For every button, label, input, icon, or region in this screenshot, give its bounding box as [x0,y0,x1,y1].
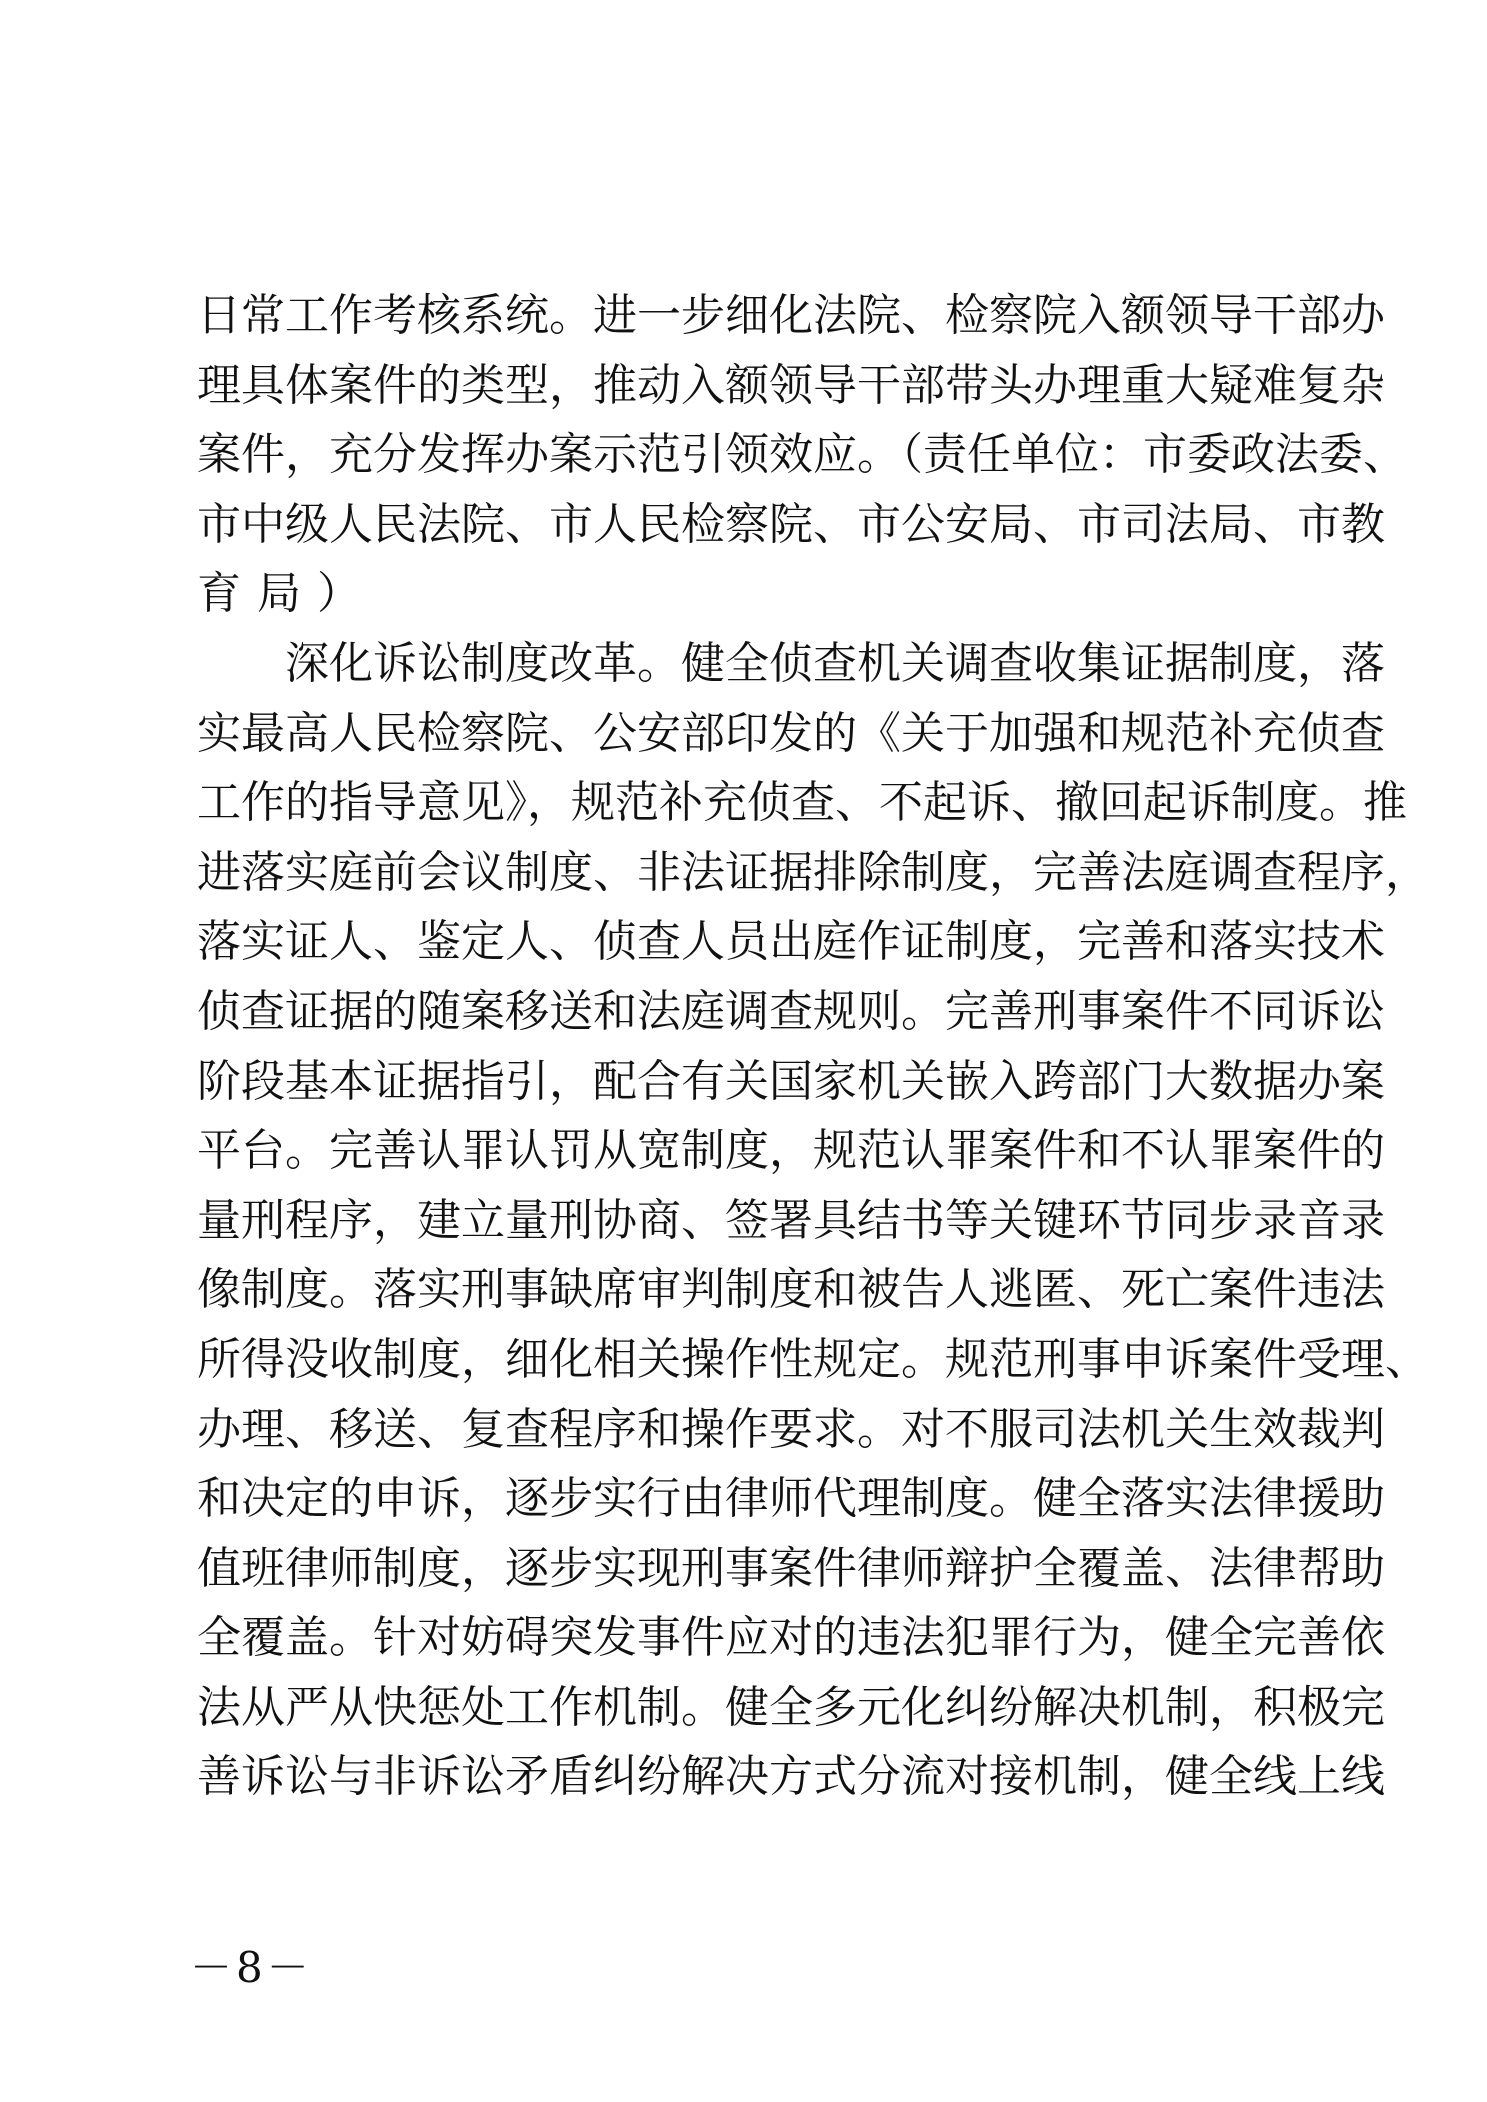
text-line: 工作的指导意见》，规范补充侦查、不起诉、撤回起诉制度。推 [197,777,1407,829]
text-line: 育局） [197,568,377,620]
text-line: 日常工作考核系统。进一步细化法院、检察院入额领导干部办 [197,290,1385,341]
text-line: 进落实庭前会议制度、非法证据排除制度，完善法庭调查程序， [197,846,1429,898]
text-line: 和决定的申诉，逐步实行由律师代理制度。健全落实法律援助 [197,1473,1385,1525]
text-line: 侦查证据的随案移送和法庭调查规则。完善刑事案件不同诉讼 [197,985,1385,1037]
text-line: 所得没收制度，细化相关操作性规定。规范刑事申诉案件受理、 [197,1333,1429,1385]
text-line: 阶段基本证据指引，配合有关国家机关嵌入跨部门大数据办案 [197,1055,1385,1107]
text-line: 像制度。落实刑事缺席审判制度和被告人逃匿、死亡案件违法 [197,1264,1385,1316]
text-line: 全覆盖。针对妨碍突发事件应对的违法犯罪行为，健全完善依 [197,1612,1385,1664]
text-line: 深化诉讼制度改革。健全侦查机关调查收集证据制度，落 [197,637,1385,689]
paragraph-1 [197,281,1407,629]
text-line: 平台。完善认罪认罚从宽制度，规范认罪案件和不认罪案件的 [197,1125,1385,1177]
text-line: 理具体案件的类型，推动入额领导干部带头办理重大疑难复杂 [197,359,1385,411]
text-line: 值班律师制度，逐步实现刑事案件律师辩护全覆盖、法律帮助 [197,1542,1385,1594]
text-line: 法从严从快惩处工作机制。健全多元化纠纷解决机制，积极完 [197,1681,1385,1733]
text-line: 落实证人、鉴定人、侦查人员出庭作证制度，完善和落实技术 [197,916,1385,968]
text-line: 实最高人民检察院、公安部印发的《关于加强和规范补充侦查 [197,707,1385,759]
text-line: 案件，充分发挥办案示范引领效应。（责任单位：市委政法委、 [197,429,1407,481]
paragraph-2 [197,629,1429,1812]
text-line: 办理、移送、复查程序和操作要求。对不服司法机关生效裁判 [197,1403,1385,1455]
page-number: －8－ [190,1943,313,1992]
text-line: 市中级人民法院、市人民检察院、市公安局、市司法局、市教 [197,498,1385,550]
text-line: 善诉讼与非诉讼矛盾纠纷解决方式分流对接机制，健全线上线 [197,1751,1385,1803]
text-line: 量刑程序，建立量刑协商、签署具结书等关键环节同步录音录 [197,1194,1385,1246]
body-text [197,281,1429,1812]
